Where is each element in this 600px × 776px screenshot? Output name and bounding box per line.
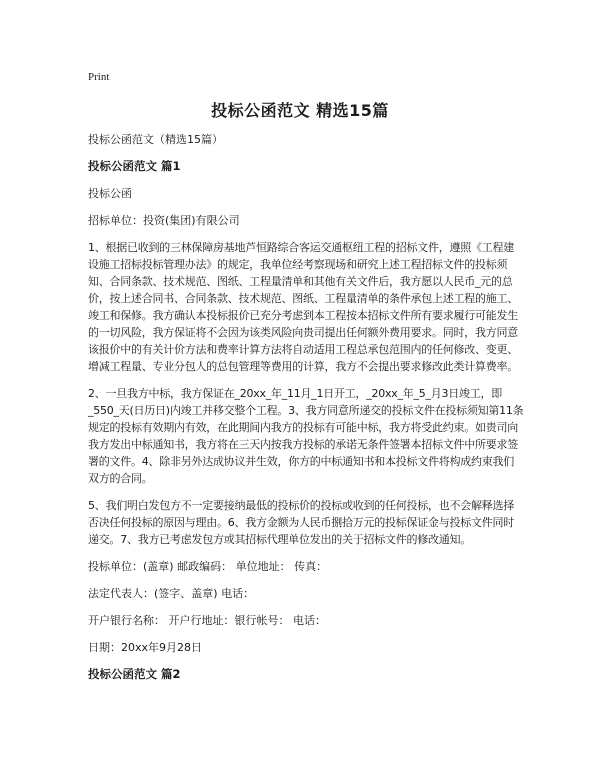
body-paragraph-3: 5、我们明白发包方不一定要接纳最低的投标价的投标或收到的任何投标，也不会解释选择否决任何投标的原因与理由。6、我方金额为人民币捌拾万元的投标保证金与投标文件同时递交。7、我方已考虑发包方或其招标代理单位发出的关于招标文件的修改通知。 — [88, 499, 514, 546]
section-heading-2: 投标公函范文 篇2 — [88, 667, 181, 681]
tender-unit-line: 招标单位：投资(集团)有限公司 — [88, 214, 240, 227]
bidder-info-line: 投标单位：(盖章) 邮政编码： 单位地址： 传真： — [88, 560, 328, 573]
body-paragraph-2: 2、一旦我方中标，我方保证在_20xx_年_11月_1日开工，_20xx_年_5_月3日竣工，即_550_天(日历日)内竣工并移交整个工程。3、我方同意所递交的投标文件在投标须知第11条规定的投标有效期内有效，在此期间内我方的投标有可能中标，我方将受此约束。如贵司向我方发出中标通知书，我方将在三天内按我方投标的承诺无条件签署本招标文件中所要求签署的文件。4、除非另外达成协议并生效，你方的中标通知书和本投标文件将构成约束我们双方的合同。 — [88, 387, 524, 485]
legal-representative-line: 法定代表人：(签字、盖章) 电话： — [88, 587, 255, 600]
letter-title: 投标公函 — [88, 187, 132, 200]
document-subtitle: 投标公函范文（精选15篇） — [88, 133, 223, 146]
section-heading-1: 投标公函范文 篇1 — [88, 159, 181, 173]
document-title: 投标公函范文 精选15篇 — [211, 101, 389, 120]
print-label: Print — [88, 71, 110, 83]
document-content — [88, 131, 524, 693]
date-line: 日期：20xx年9月28日 — [88, 641, 203, 654]
bank-info-line: 开户银行名称： 开户行地址：银行帐号： 电话： — [88, 614, 326, 627]
body-paragraph-1: 1、根据已收到的三林保障房基地芦恒路综合客运交通枢纽工程的招标文件，遵照《工程建设施工招标投标管理办法》的规定，我单位经考察现场和研究上述工程招标文件的投标须知、合同条款、技术规范、图纸、工程量清单和其他有关文件后，我方愿以人民币_元的总价，按上述合同书、合同条款、技术规范、图纸、工程量清单的条件承包上述工程的施工、竣工和保修。我方确认本投标报价已充分考虑到本工程按本招标文件所有要求履行可能发生的一切风险，我方保证将不会因为该类风险向贵司提出任何额外费用要求。同时，我方同意该报价中的有关计价方法和费率计算方法将自动适用工程总承包范围内的任何修改、变更、增减工程量、专业分包人的总包管理等费用的计算，我方不会提出要求修改此类计算费率。 — [88, 241, 518, 373]
